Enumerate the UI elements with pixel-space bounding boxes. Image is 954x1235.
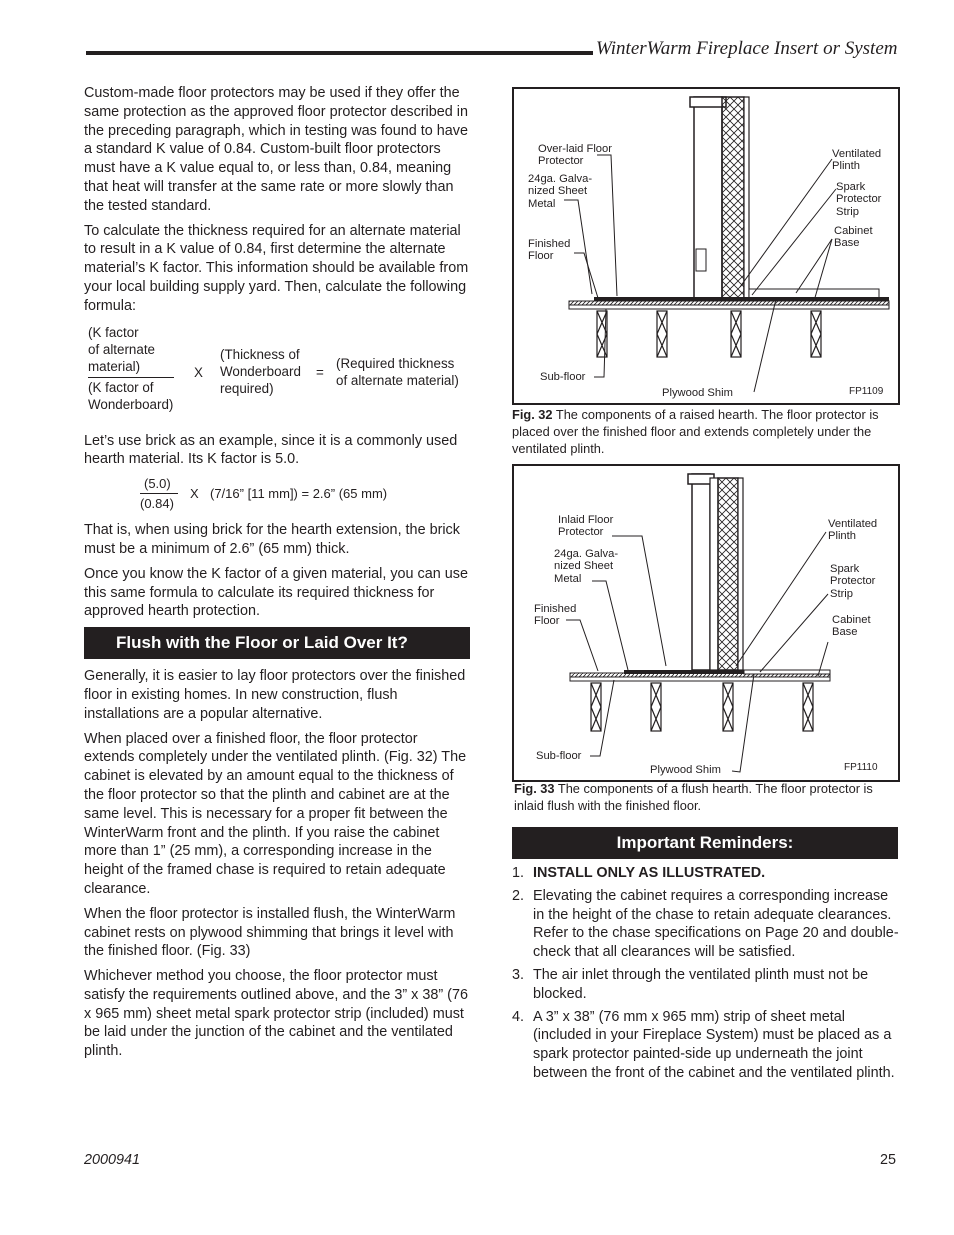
reminder-text: A 3” x 38” (76 mm x 965 mm) strip of sheet metal (included in your Fireplace System) must be placed as a spark protector painted-side up underneath the joint between the front of the cabinet and the ventilated plinth. — [533, 1008, 895, 1081]
paragraph-custom-protectors: Custom-made floor protectors may be used if they offer the same protection as the approved floor protector described in the preceding paragraph, which in testing was found to have a standard K value of 0.84. Custom-built floor protectors must have a K value equal to, or less than, 0.84, meaning that heat will transfer at the same rate or more slowly than the tested standard. — [84, 85, 469, 214]
fig33-label-cabinet: Cabinet Base — [832, 614, 871, 639]
header-title: WinterWarm Fireplace Insert or System — [596, 38, 898, 59]
fig33-label-inlaid: Inlaid Floor Protector — [558, 514, 614, 539]
paragraph-brick-result: That is, when using brick for the hearth extension, the brick must be a minimum of 2.6” (65 mm) thick. — [84, 522, 460, 557]
fig32-caption-label: Fig. 32 — [512, 407, 553, 422]
fig32-label-subfloor: Sub-floor — [540, 371, 586, 383]
paragraph-whichever: Whichever method you choose, the floor protector must satisfy the requirements outlined above, and the 3” x 38” (76 x 965 mm) sheet metal spark protector strip (included) must be laid under the junction of the cabinet and the ventilated plinth. — [84, 968, 468, 1060]
paragraph-generally: Generally, it is easier to lay floor protectors over the finished floor in existing homes. In new construction, flush installations are a popular alternative. — [84, 668, 466, 722]
fig32-code: FP1109 — [849, 386, 884, 397]
paragraph-flush: When the floor protector is installed flush, the WinterWarm cabinet rests on plywood shimming that brings it level with the finished floor. (Fig. 33) — [84, 905, 456, 960]
fig33-caption-text: The components of a flush hearth. The floor protector is inlaid flush with the finished floor. — [514, 781, 873, 813]
paragraph-calc-thickness: To calculate the thickness required for an alternate material to result in a K value of 0.84, first determine the alternate material’s K factor. This information should be available from your local building supply yard. Then, calculate the following formula: — [84, 222, 469, 314]
example-expression: (7/16” [11 mm]) = 2.6” (65 mm) — [210, 486, 388, 502]
fig33-label-galvanized: 24ga. Galva- nized Sheet Metal — [554, 548, 619, 585]
formula-numerator: (K factor of alternate material) — [88, 324, 155, 374]
paragraph-brick-example: Let’s use brick as an example, since it is a commonly used hearth material. Its K factor is 5.0. — [84, 432, 458, 468]
figure-33 — [512, 464, 900, 782]
fig32-label-galvanized: 24ga. Galva- nized Sheet Metal — [528, 173, 593, 210]
header-rule — [86, 51, 593, 55]
fig32-caption — [512, 407, 900, 457]
reminder-number: 2. — [512, 887, 525, 904]
fig32-label-cabinet: Cabinet Base — [834, 225, 873, 250]
paragraph-any-material: Once you know the K factor of a given material, you can use this same formula to calculate its required thickness for approved hearth protection. — [84, 565, 468, 620]
reminder-number: 1. — [512, 865, 525, 881]
fig33-code: FP1110 — [844, 762, 878, 773]
fig33-label-subfloor: Sub-floor — [536, 750, 582, 762]
formula-denominator: (K factor of Wonderboard) — [88, 379, 174, 412]
example-denominator: (0.84) — [140, 496, 174, 512]
formula-thickness: (Thickness of Wonderboard required) — [220, 346, 301, 396]
fig33-label-spark: Spark Protector Strip — [830, 563, 876, 600]
reminder-text: The air inlet through the ventilated plinth must not be blocked. — [533, 966, 869, 1002]
fig33-caption-label: Fig. 33 — [514, 781, 555, 796]
example-times: X — [190, 486, 199, 502]
left-column — [84, 84, 470, 1067]
figure-32 — [512, 87, 900, 405]
reminder-item — [512, 864, 900, 883]
formula-times: X — [194, 364, 203, 380]
page-number: 25 — [880, 1152, 897, 1168]
reminder-text: Elevating the cabinet requires a corresponding increase in the height of the chase to retain adequate clearances. Refer to the chase specifications on Page 20 and double-check that all clearances will be satisfied. — [533, 887, 899, 961]
reminder-number: 3. — [512, 966, 525, 983]
fig33-caption — [514, 781, 902, 815]
example-numerator: (5.0) — [144, 476, 171, 492]
document-number: 2000941 — [84, 1152, 141, 1168]
fig33-label-shim: Plywood Shim — [650, 764, 721, 776]
reminder-item — [512, 966, 900, 1004]
fig33-label-finished: Finished Floor — [534, 603, 577, 628]
reminder-number: 4. — [512, 1008, 525, 1025]
reminders-heading: Important Reminders: — [512, 827, 898, 859]
formula-equals: = — [316, 364, 324, 380]
thickness-formula — [84, 322, 470, 422]
fig32-label-overlaid: Over-laid Floor Protector — [538, 143, 612, 168]
brick-formula — [84, 475, 470, 513]
fig32-label-shim: Plywood Shim — [662, 387, 733, 399]
paragraph-over-finished: When placed over a finished floor, the floor protector extends completely under the ventilated plinth. (Fig. 32) The cabinet is elevated by an amount equal to the thickness of the floor protector so that the plinth and cabinet are at the same level. This is necessary for a proper fit between the WinterWarm front and the plinth. If you raise the cabinet more than 1” (25 mm), a corresponding increase in the height of the framed chase is required to retain adequate clearance. — [84, 730, 467, 897]
reminder-item — [512, 887, 900, 962]
example-fraction-line — [140, 493, 178, 494]
formula-fraction-line — [88, 377, 174, 378]
reminder-item — [512, 1008, 900, 1083]
fig33-label-plinth: Ventilated Plinth — [828, 518, 878, 543]
fig32-caption-text: The components of a raised hearth. The floor protector is placed over the finished floor and extends completely under the ventilated plinth. — [512, 407, 879, 456]
reminders-list — [512, 864, 900, 1087]
fig32-label-finished: Finished Floor — [528, 238, 571, 263]
fig32-label-spark: Spark Protector Strip — [836, 181, 882, 218]
formula-result: (Required thickness of alternate material) — [336, 355, 459, 388]
fig32-label-plinth: Ventilated Plinth — [832, 148, 882, 173]
section-heading-flush: Flush with the Floor or Laid Over It? — [84, 627, 470, 659]
reminder-text: INSTALL ONLY AS ILLUSTRATED. — [533, 865, 766, 881]
